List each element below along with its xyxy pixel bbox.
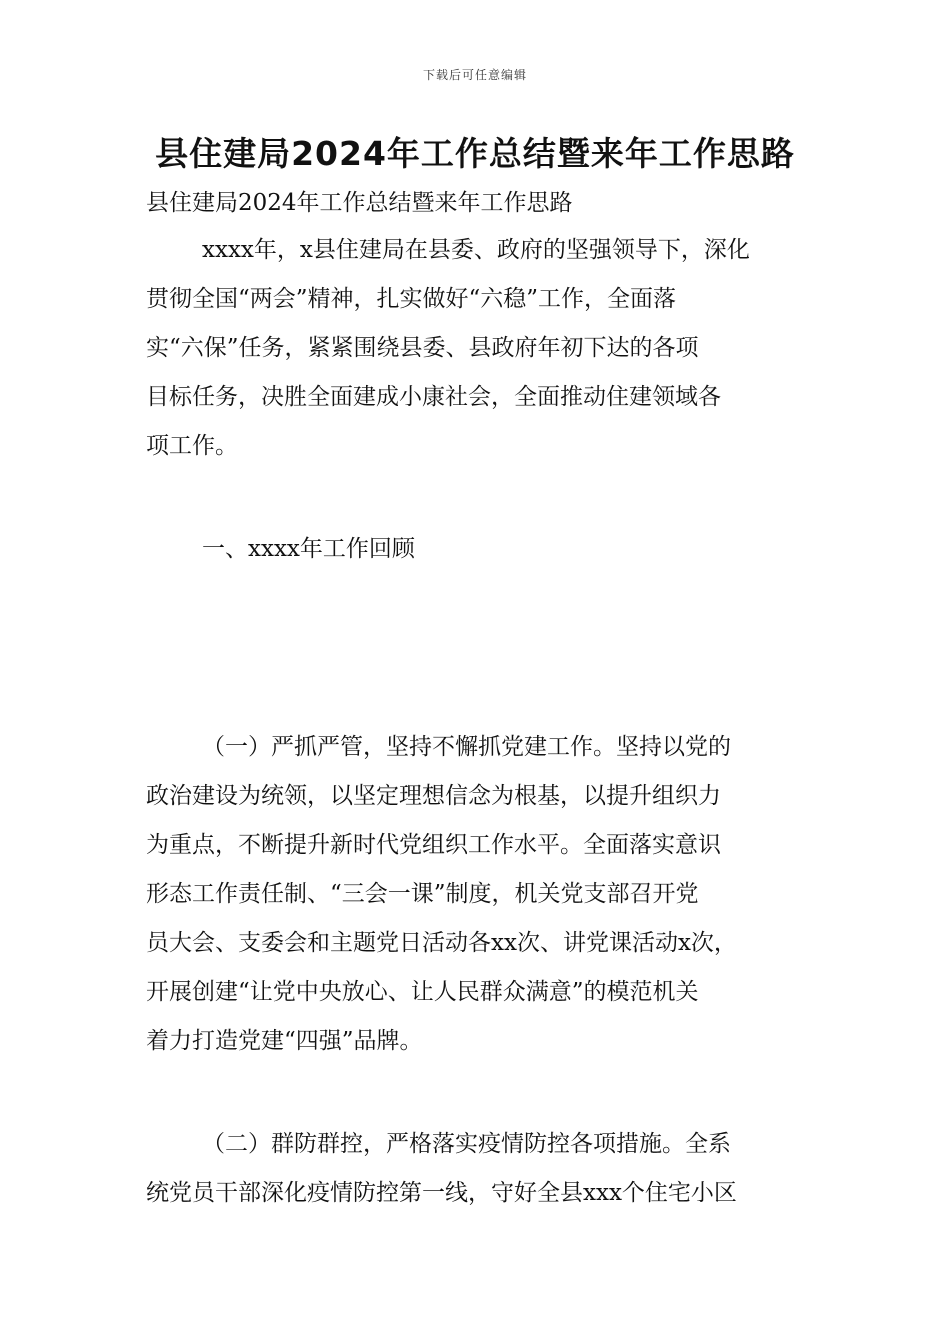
paragraph-line: 着力打造党建“四强”品牌。 bbox=[146, 1028, 423, 1054]
section-heading: 一、xxxx年工作回顾 bbox=[202, 536, 415, 562]
paragraph-line: （二）群防群控，严格落实疫情防控各项措施。全系 bbox=[202, 1131, 731, 1157]
page-header: 下载后可任意编辑 bbox=[422, 68, 527, 82]
paragraph-line: 员大会、支委会和主题党日活动各xx次、讲党课活动x次， bbox=[146, 930, 737, 956]
paragraph-party-building bbox=[146, 723, 816, 1066]
paragraph-line: 实“六保”任务，紧紧围绕县委、县政府年初下达的各项 bbox=[146, 335, 699, 361]
paragraph-line: xxxx年，x县住建局在县委、政府的坚强领导下，深化 bbox=[202, 237, 750, 263]
paragraph-line: 统党员干部深化疫情防控第一线，守好全县xxx个住宅小区 bbox=[146, 1180, 737, 1206]
paragraph-line: 项工作。 bbox=[146, 433, 238, 459]
paragraph-intro bbox=[146, 226, 816, 471]
paragraph-line: 目标任务，决胜全面建成小康社会，全面推动住建领域各 bbox=[146, 384, 721, 410]
paragraph-line: 形态工作责任制、“三会一课”制度，机关党支部召开党 bbox=[146, 881, 699, 907]
document-subtitle: 县住建局2024年工作总结暨来年工作思路 bbox=[146, 190, 573, 216]
paragraph-line: 为重点，不断提升新时代党组织工作水平。全面落实意识 bbox=[146, 832, 721, 858]
document-title: 县住建局2024年工作总结暨来年工作思路 bbox=[155, 134, 795, 173]
paragraph-line: 贯彻全国“两会”精神，扎实做好“六稳”工作，全面落 bbox=[146, 286, 677, 312]
paragraph-line: 政治建设为统领，以坚定理想信念为根基，以提升组织力 bbox=[146, 783, 721, 809]
paragraph-line: 开展创建“让党中央放心、让人民群众满意”的模范机关 bbox=[146, 979, 699, 1005]
paragraph-epidemic-control bbox=[146, 1120, 816, 1218]
paragraph-line: （一）严抓严管，坚持不懈抓党建工作。坚持以党的 bbox=[202, 734, 731, 760]
